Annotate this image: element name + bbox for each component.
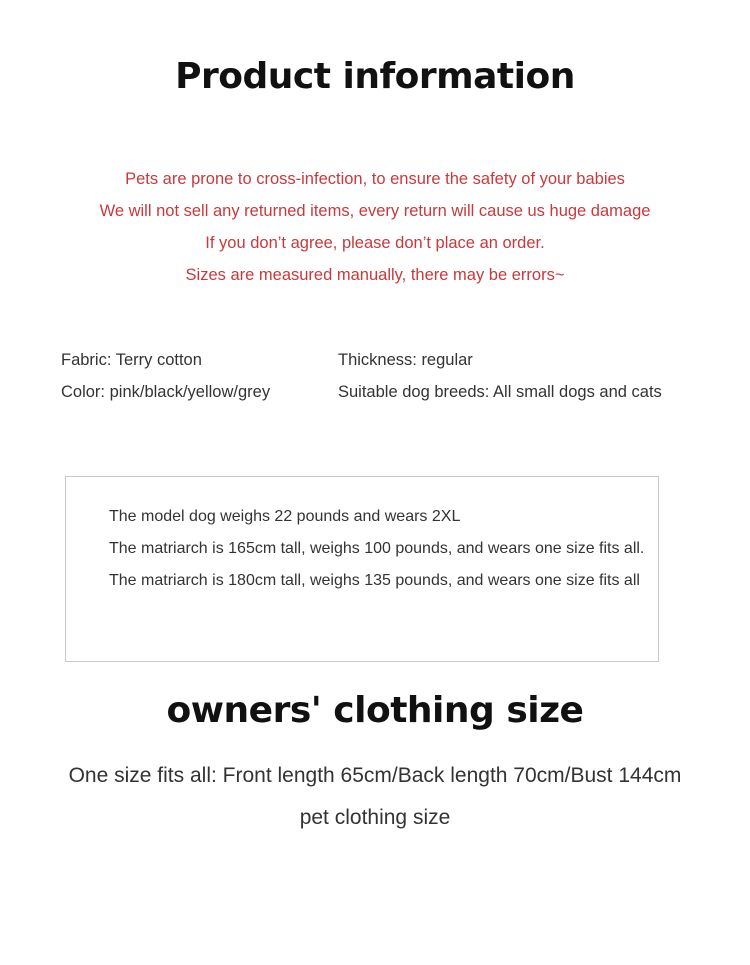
spec-color: Color: pink/black/yellow/grey <box>61 383 271 401</box>
spec-breeds: Suitable dog breeds: All small dogs and cats <box>338 383 662 401</box>
product-information-title: Product information <box>175 56 575 97</box>
spec-column-right <box>338 344 662 408</box>
notice-line: Pets are prone to cross-infection, to ensure the safety of your babies <box>125 170 625 188</box>
spec-column-left <box>61 344 270 408</box>
owners-clothing-size-title: owners' clothing size <box>166 690 584 731</box>
notice-line: Sizes are measured manually, there may be errors~ <box>185 266 565 284</box>
pet-clothing-size-heading: pet clothing size <box>299 806 451 829</box>
model-info-line: The matriarch is 180cm tall, weighs 135 pounds, and wears one size fits all <box>109 572 640 589</box>
model-info-line: The matriarch is 165cm tall, weighs 100 pounds, and wears one size fits all. <box>109 540 645 557</box>
owner-size-text: One size fits all: Front length 65cm/Back length 70cm/Bust 144cm <box>68 764 682 787</box>
notice-line: We will not sell any returned items, every return will cause us huge damage <box>99 202 651 220</box>
spec-fabric: Fabric: Terry cotton <box>61 351 202 369</box>
model-info-box <box>65 476 659 662</box>
spec-thickness: Thickness: regular <box>338 351 473 369</box>
notice-block <box>0 163 750 291</box>
model-info-line: The model dog weighs 22 pounds and wears 2XL <box>109 508 461 525</box>
notice-line: If you don’t agree, please don’t place an order. <box>205 234 545 252</box>
